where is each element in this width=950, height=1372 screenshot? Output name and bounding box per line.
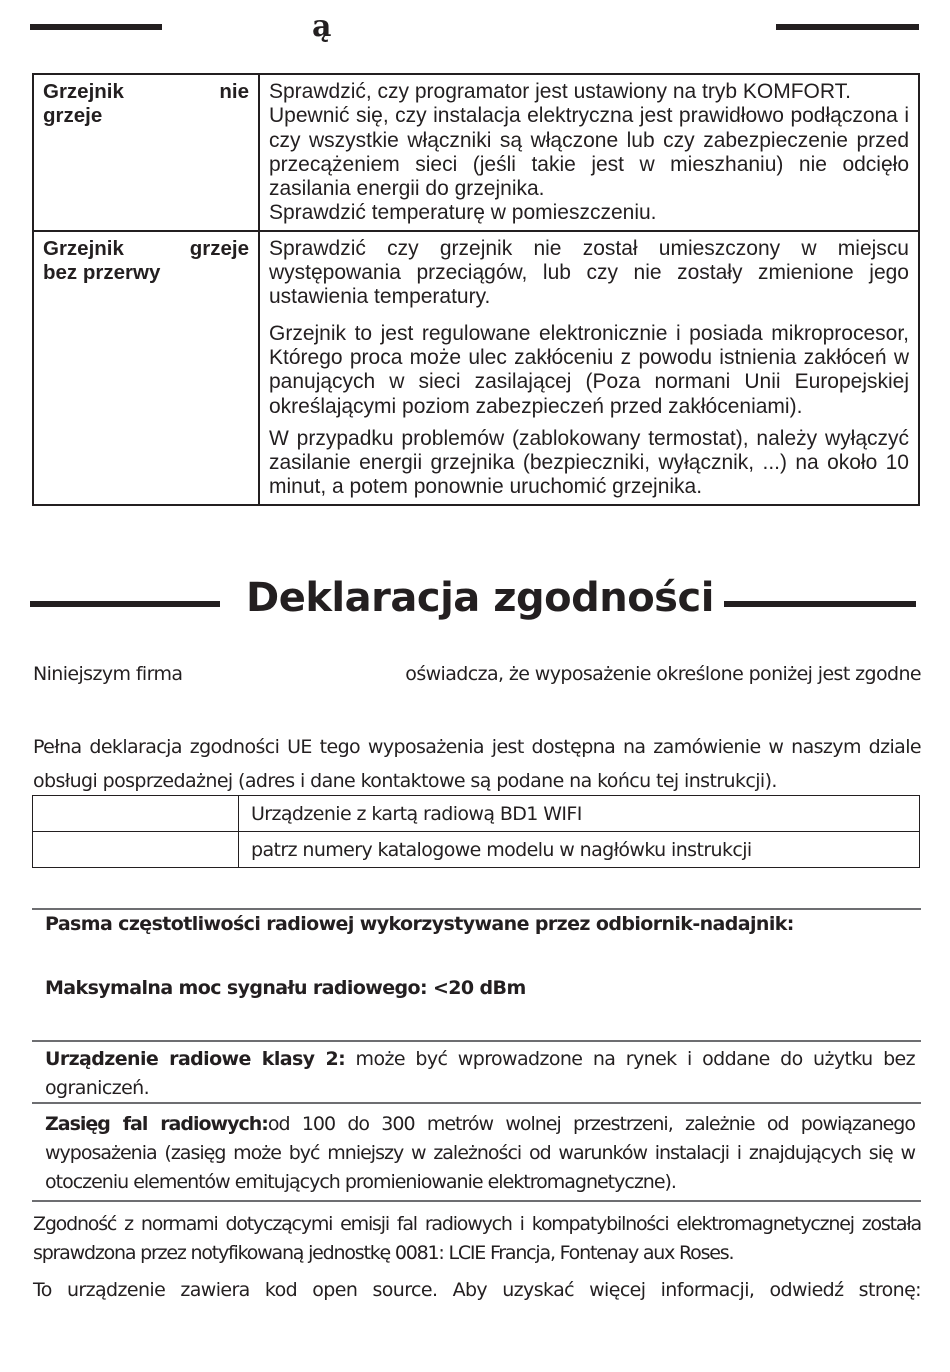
solution-paragraph: Sprawdzić temperaturę w pomieszczeniu. <box>269 201 657 225</box>
table-row <box>33 74 919 231</box>
table-row <box>33 796 920 832</box>
problem-word: grzeje <box>189 236 249 260</box>
solution-paragraph: Grzejnik to jest regulowane elektronicznie i posiada mikroprocesor, Którego proca może ulec zakłóceniu z powodu istnienia zakłóceń w panujących w sieci zasilającej (Poza normani Unii Europejskiej określającymi poziom zabezpieczeń przed zakłóceniami). <box>269 321 909 418</box>
problem-word: nie <box>219 80 249 103</box>
solution-cell <box>259 74 919 231</box>
device-table-key <box>33 832 239 868</box>
problem-cell <box>33 74 259 231</box>
device-table-value: Urządzenie z kartą radiową BD1 WIFI <box>239 796 920 832</box>
max-power-value: <20 dBm <box>432 977 526 999</box>
device-table-key <box>33 796 239 832</box>
problem-cell <box>33 231 259 505</box>
firm-statement-end: oświadcza, że wyposażenie określone poniżej jest zgodne <box>405 663 921 685</box>
radio-range-text <box>45 1110 915 1197</box>
radio-range-label: Zasięg fal radiowych: <box>45 1113 268 1135</box>
heading-rule-left <box>30 601 220 607</box>
problem-word: Grzejnik <box>43 80 124 103</box>
solution-paragraph: W przypadku problemów (zablokowany termostat), należy wyłączyć zasilanie energii grzejnika (bezpieczniki, wyłącznik, ...) na około 10 minut, a potem ponownie uruchomić grzejnika. <box>269 426 909 499</box>
max-power-label: Maksymalna moc sygnału radiowego: <box>45 977 427 999</box>
radio-class-text <box>45 1045 915 1103</box>
max-power <box>45 976 915 1000</box>
divider <box>32 1102 921 1104</box>
radio-range-body: od 100 do 300 metrów wolnej przestrzeni, zależnie od powiązanego wyposażenia (zasięg może być mniejszy w zależności od warunków instalacji i znajdujących się w otoczeniu elementów emitujących promieniowanie elektromagnetyczne). <box>45 1113 915 1193</box>
solution-paragraph: Sprawdzić, czy programator jest ustawiony na tryb KOMFORT. <box>269 80 851 103</box>
open-source-text: To urządzenie zawiera kod open source. Aby uzyskać więcej informacji, odwiedź stronę: <box>33 1279 921 1301</box>
table-row <box>33 832 920 868</box>
divider <box>32 1200 921 1202</box>
problem-word: Grzejnik <box>43 236 124 260</box>
problem-line: bez przerwy <box>43 261 161 285</box>
header-rule-left <box>30 24 162 30</box>
device-table-value: patrz numery katalogowe modelu w nagłówku instrukcji <box>239 832 920 868</box>
table-row <box>33 231 919 505</box>
solution-cell <box>259 231 919 505</box>
problem-line: grzeje <box>43 104 103 128</box>
section-heading <box>0 570 950 630</box>
header-rule-right <box>776 24 919 30</box>
frequency-bands-label: Pasma częstotliwości radiowej wykorzystywane przez odbiornik-nadajnik: <box>45 913 794 935</box>
radio-class-body: może być wprowadzone na rynek i oddane do użytku bez ograniczeń. <box>45 1048 915 1099</box>
conformity-text: Zgodność z normami dotyczącymi emisji fal radiowych i kompatybilności elektromagnetycznej została sprawdzona przez notyfikowaną jednostkę 0081: LCIE Francja, Fontenay aux Roses. <box>33 1213 921 1264</box>
radio-class-label: Urządzenie radiowe klasy 2: <box>45 1048 346 1070</box>
firm-statement-start: Niniejszym firma <box>33 663 183 685</box>
solution-paragraph: Sprawdzić czy grzejnik nie został umieszczony w miejscu występowania przeciągów, lub czy nie zostały zmienione jego ustawienia temperatury. <box>269 236 909 309</box>
header-glyph: ą <box>312 9 332 44</box>
full-declaration-text: Pełna deklaracja zgodności UE tego wyposażenia jest dostępna na zamówienie w naszym dziale obsługi posprzedażnej (adres i dane kontaktowe są podane na końcu tej instrukcji). <box>33 736 921 792</box>
section-title: Deklaracja zgodności <box>246 575 714 621</box>
troubleshooting-table <box>32 73 920 506</box>
device-table <box>32 795 920 868</box>
solution-paragraph: Upewnić się, czy instalacja elektryczna jest prawidłowo podłączona i czy wszystkie włączniki są włączone lub czy zabezpieczenie przed przecążeniem sieci (jeśli takie jest w mieszhaniu) nie odcięło zasilania energii do grzejnika. <box>269 104 909 201</box>
heading-rule-right <box>724 601 916 607</box>
divider <box>32 908 921 910</box>
divider <box>32 1040 921 1042</box>
